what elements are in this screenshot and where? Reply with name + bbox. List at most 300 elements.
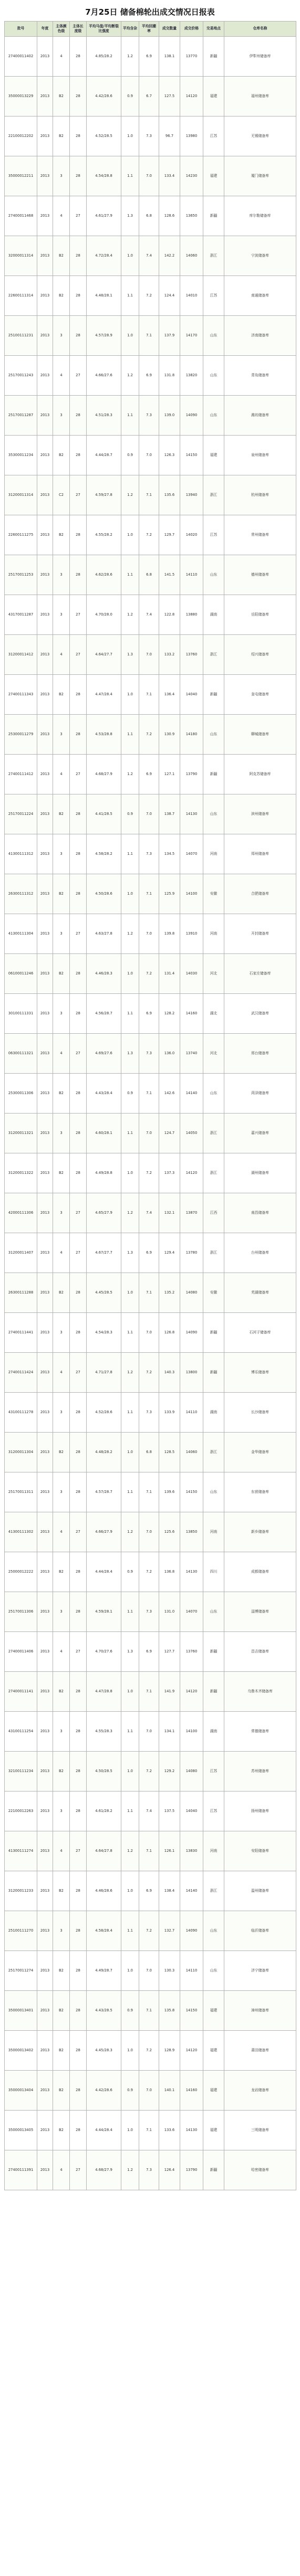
table-cell: B2 (53, 2031, 70, 2071)
table-cell: 35000013405 (5, 2111, 37, 2150)
table-cell: 7.0 (139, 1313, 159, 1353)
table-cell: 7.4 (139, 1193, 159, 1233)
table-cell: 28 (70, 715, 87, 755)
table-row (5, 356, 296, 396)
table-cell: 2013 (37, 715, 53, 755)
table-cell: 福建 (203, 156, 224, 196)
table-cell: 新疆 (203, 1672, 224, 1712)
table-cell: 25170011274 (5, 1951, 37, 1991)
table-cell: 7.1 (139, 1472, 159, 1512)
table-cell: 28 (70, 1991, 87, 2031)
table-cell: 25170011253 (5, 555, 37, 595)
table-cell: 28 (70, 1752, 87, 1791)
table-cell: 青岛储备库 (224, 356, 296, 396)
table-cell: 27 (70, 1512, 87, 1552)
table-cell: 28 (70, 515, 87, 555)
table-cell: 2013 (37, 1831, 53, 1871)
table-cell: 0.9 (121, 1074, 139, 1114)
table-cell: 4.44/28.7 (87, 436, 121, 475)
table-cell: 13800 (180, 1353, 203, 1393)
table-cell: 台州储备库 (224, 1233, 296, 1273)
table-cell: 4.45/28.5 (87, 1273, 121, 1313)
table-cell: 28 (70, 1911, 87, 1951)
table-cell: 四川 (203, 1552, 224, 1592)
table-cell: 新疆 (203, 1632, 224, 1672)
table-cell: 28 (70, 994, 87, 1034)
table-row (5, 994, 296, 1034)
table-row (5, 116, 296, 156)
table-cell: 1.2 (121, 1512, 139, 1552)
table-cell: 41300111312 (5, 834, 37, 874)
report-title: 7月25日 储备棉轮出成交情况日报表 (85, 7, 215, 17)
table-cell: 14090 (180, 396, 203, 436)
table-cell: 7.3 (139, 116, 159, 156)
table-cell: 32100111234 (5, 1752, 37, 1791)
table-cell: 2013 (37, 874, 53, 914)
table-row (5, 794, 296, 834)
table-cell: 7.2 (139, 515, 159, 555)
table-cell: 27400011406 (5, 1632, 37, 1672)
table-cell: 4.65/27.9 (87, 1193, 121, 1233)
table-cell: 27400111412 (5, 755, 37, 794)
table-cell: 湖南 (203, 1712, 224, 1752)
table-cell: 4.42/28.6 (87, 77, 121, 116)
table-row (5, 1034, 296, 1074)
table-cell: 7.2 (139, 954, 159, 994)
table-row (5, 954, 296, 994)
table-cell: 4.59/27.8 (87, 475, 121, 515)
table-cell: B2 (53, 794, 70, 834)
table-cell: 4.45/28.3 (87, 2031, 121, 2071)
table-row (5, 1512, 296, 1552)
table-cell: 27 (70, 914, 87, 954)
table-cell: 139.8 (159, 914, 180, 954)
table-cell: 3 (53, 1472, 70, 1512)
table-cell: 4.58/28.2 (87, 834, 121, 874)
table-cell: 125.6 (159, 1512, 180, 1552)
table-cell: 2013 (37, 276, 53, 316)
table-cell: 浙江 (203, 1233, 224, 1273)
table-cell: 14130 (180, 794, 203, 834)
table-row (5, 1313, 296, 1353)
table-cell: 7.2 (139, 276, 159, 316)
table-cell: B2 (53, 675, 70, 715)
table-cell: 139.0 (159, 396, 180, 436)
table-cell: 安阳储备库 (224, 1831, 296, 1871)
table-cell: 河南 (203, 1831, 224, 1871)
table-cell: B2 (53, 1991, 70, 2031)
table-cell: 134.5 (159, 834, 180, 874)
table-cell: 湖南 (203, 595, 224, 635)
table-cell: 7.2 (139, 1752, 159, 1791)
table-cell: 温州储备库 (224, 1871, 296, 1911)
table-cell: 泉州储备库 (224, 436, 296, 475)
table-cell: 7.2 (139, 1911, 159, 1951)
table-cell: 35000013402 (5, 2031, 37, 2071)
table-cell: 山东 (203, 794, 224, 834)
table-cell: 130.9 (159, 715, 180, 755)
table-cell: 2013 (37, 954, 53, 994)
table-cell: 41300111304 (5, 914, 37, 954)
table-cell: 1.0 (121, 316, 139, 356)
table-cell: 2013 (37, 1752, 53, 1791)
table-cell: 2013 (37, 1911, 53, 1951)
table-cell: B2 (53, 2071, 70, 2111)
table-cell: 4.55/28.2 (87, 515, 121, 555)
table-header-row (5, 22, 296, 37)
table-cell: 2013 (37, 1512, 53, 1552)
table-cell: 27 (70, 1353, 87, 1393)
table-row (5, 77, 296, 116)
table-cell: 开封储备库 (224, 914, 296, 954)
table-cell: 28 (70, 1951, 87, 1991)
table-cell: 42000111306 (5, 1193, 37, 1233)
table-cell: 14100 (180, 874, 203, 914)
table-cell: 6.9 (139, 37, 159, 77)
table-cell: 135.2 (159, 1273, 180, 1313)
table-cell: 13740 (180, 1034, 203, 1074)
table-cell: 安徽 (203, 874, 224, 914)
table-cell: 1.1 (121, 1472, 139, 1512)
table-cell: 4.72/28.4 (87, 236, 121, 276)
table-cell: 4 (53, 356, 70, 396)
table-cell: 山东 (203, 1472, 224, 1512)
table-cell: 41300111302 (5, 1512, 37, 1552)
table-cell: 6.7 (139, 77, 159, 116)
table-cell: 4.68/27.9 (87, 2150, 121, 2190)
table-cell: 武汉储备库 (224, 994, 296, 1034)
transaction-table (4, 21, 296, 2190)
table-cell: 新疆 (203, 675, 224, 715)
table-cell: 13980 (180, 116, 203, 156)
table-cell: 1.0 (121, 874, 139, 914)
table-cell: 7.0 (139, 1951, 159, 1991)
table-cell: 3 (53, 316, 70, 356)
table-cell: 14080 (180, 1273, 203, 1313)
table-cell: 2013 (37, 1433, 53, 1472)
table-row (5, 635, 296, 675)
table-cell: 2013 (37, 1353, 53, 1393)
table-cell: 4 (53, 635, 70, 675)
table-cell: 新乡储备库 (224, 1512, 296, 1552)
table-row (5, 436, 296, 475)
table-cell: 128.9 (159, 2031, 180, 2071)
table-row (5, 2031, 296, 2071)
table-cell: 1.1 (121, 1114, 139, 1153)
table-cell: 127.1 (159, 755, 180, 794)
table-cell: 1.3 (121, 635, 139, 675)
table-cell: 0.9 (121, 1991, 139, 2031)
table-cell: 7.3 (139, 2150, 159, 2190)
table-cell: 4.54/28.3 (87, 1313, 121, 1353)
table-cell: 3 (53, 1393, 70, 1433)
table-cell: 福建 (203, 2111, 224, 2150)
table-cell: 4 (53, 1512, 70, 1552)
table-cell: 14160 (180, 994, 203, 1034)
table-cell: 1.3 (121, 1632, 139, 1672)
table-cell: 4.59/28.1 (87, 1592, 121, 1632)
table-cell: 1.3 (121, 1233, 139, 1273)
table-cell: 2013 (37, 994, 53, 1034)
table-cell: 山东 (203, 1911, 224, 1951)
table-cell: 27400011141 (5, 1672, 37, 1712)
table-cell: 龙岩储备库 (224, 2071, 296, 2111)
table-cell: 127.5 (159, 77, 180, 116)
table-cell: 3 (53, 1712, 70, 1752)
table-cell: 2013 (37, 1592, 53, 1632)
table-cell: 福建 (203, 1991, 224, 2031)
table-cell: 东营储备库 (224, 1472, 296, 1512)
table-cell: 22600111314 (5, 276, 37, 316)
table-cell: 130.3 (159, 1951, 180, 1991)
table-cell: 13790 (180, 755, 203, 794)
table-cell: 132.1 (159, 1193, 180, 1233)
table-cell: 124.4 (159, 276, 180, 316)
table-row (5, 1592, 296, 1632)
table-cell: 7.3 (139, 1034, 159, 1074)
table-cell: 28 (70, 37, 87, 77)
table-cell: 1.0 (121, 675, 139, 715)
table-cell: 7.0 (139, 1114, 159, 1153)
table-cell: 3 (53, 595, 70, 635)
table-cell: 7.3 (139, 834, 159, 874)
table-cell: 新疆 (203, 196, 224, 236)
table-row (5, 1074, 296, 1114)
table-cell: 2013 (37, 1672, 53, 1712)
table-cell: 0.9 (121, 436, 139, 475)
table-row (5, 595, 296, 635)
table-row (5, 156, 296, 196)
table-cell: B2 (53, 436, 70, 475)
table-cell: 28 (70, 276, 87, 316)
table-cell: 7.2 (139, 1353, 159, 1393)
table-cell: 4.54/28.8 (87, 156, 121, 196)
table-cell: 14130 (180, 1552, 203, 1592)
table-cell: 14120 (180, 2031, 203, 2071)
table-cell: 28 (70, 1114, 87, 1153)
table-cell: B2 (53, 1871, 70, 1911)
table-cell: 1.2 (121, 2150, 139, 2190)
table-cell: 31200011322 (5, 1153, 37, 1193)
table-row (5, 1153, 296, 1193)
table-cell: 35000013401 (5, 1991, 37, 2031)
table-cell: 4.66/27.9 (87, 1512, 121, 1552)
table-cell: 2013 (37, 156, 53, 196)
table-cell: B2 (53, 116, 70, 156)
table-cell: 27400111424 (5, 1353, 37, 1393)
table-cell: 1.0 (121, 1951, 139, 1991)
table-row (5, 1393, 296, 1433)
table-cell: 4.61/28.2 (87, 1791, 121, 1831)
table-cell: 1.1 (121, 396, 139, 436)
table-cell: 2013 (37, 2071, 53, 2111)
table-cell: 28 (70, 316, 87, 356)
table-cell: 4.68/27.9 (87, 755, 121, 794)
table-cell: 1.0 (121, 1672, 139, 1712)
table-cell: 14070 (180, 834, 203, 874)
table-cell: 1.1 (121, 1393, 139, 1433)
table-cell: 成都储备库 (224, 1552, 296, 1592)
table-cell: 库尔勒储备库 (224, 196, 296, 236)
table-cell: 4 (53, 1632, 70, 1672)
table-row (5, 555, 296, 595)
table-cell: 三明储备库 (224, 2111, 296, 2150)
table-cell: 137.3 (159, 1153, 180, 1193)
table-cell: 常德储备库 (224, 1712, 296, 1752)
table-cell: 2013 (37, 1791, 53, 1831)
table-cell: 1.2 (121, 595, 139, 635)
table-cell: 28 (70, 1074, 87, 1114)
table-cell: 125.9 (159, 874, 180, 914)
table-cell: 厦门储备库 (224, 156, 296, 196)
table-cell: 7.3 (139, 1393, 159, 1433)
table-cell: 1.0 (121, 2031, 139, 2071)
table-cell: 4 (53, 196, 70, 236)
table-cell: 奎屯储备库 (224, 675, 296, 715)
table-cell: 25000012222 (5, 1552, 37, 1592)
table-row (5, 316, 296, 356)
table-cell: 35000012211 (5, 156, 37, 196)
table-cell: 0.9 (121, 2071, 139, 2111)
table-cell: 7.4 (139, 595, 159, 635)
table-cell: 1.2 (121, 356, 139, 396)
table-cell: 06300111321 (5, 1034, 37, 1074)
table-cell: 4.49/28.8 (87, 1153, 121, 1193)
table-cell: 7.1 (139, 1672, 159, 1712)
table-cell: 1.0 (121, 116, 139, 156)
column-header: 批号 (5, 22, 37, 37)
table-cell: 7.2 (139, 715, 159, 755)
table-cell: 13830 (180, 1831, 203, 1871)
table-cell: 35000013229 (5, 77, 37, 116)
table-cell: 14120 (180, 77, 203, 116)
table-cell: 河南 (203, 1512, 224, 1552)
table-cell: 宁波储备库 (224, 236, 296, 276)
table-cell: 28 (70, 116, 87, 156)
table-cell: 137.9 (159, 316, 180, 356)
table-cell: 新疆 (203, 755, 224, 794)
table-cell: 4.48/28.2 (87, 1433, 121, 1472)
table-cell: 139.6 (159, 1472, 180, 1512)
table-cell: 128.2 (159, 994, 180, 1034)
table-cell: 无锡储备库 (224, 116, 296, 156)
table-cell: 潍坊储备库 (224, 396, 296, 436)
table-cell: 28 (70, 1672, 87, 1712)
table-cell: 3 (53, 156, 70, 196)
table-row (5, 914, 296, 954)
table-cell: 28 (70, 954, 87, 994)
table-cell: 7.0 (139, 794, 159, 834)
table-cell: 郑州储备库 (224, 834, 296, 874)
table-cell: 1.0 (121, 236, 139, 276)
table-cell: 27 (70, 196, 87, 236)
table-cell: 6.9 (139, 1632, 159, 1672)
table-cell: 14150 (180, 1472, 203, 1512)
table-row (5, 874, 296, 914)
table-cell: 30100111331 (5, 994, 37, 1034)
table-row (5, 1791, 296, 1831)
table-cell: 25170011311 (5, 1472, 37, 1512)
table-cell: 2013 (37, 475, 53, 515)
table-cell: 129.4 (159, 1233, 180, 1273)
table-cell: 南昌储备库 (224, 1193, 296, 1233)
table-cell: 山东 (203, 1951, 224, 1991)
table-cell: 河南 (203, 914, 224, 954)
table-cell: 金华储备库 (224, 1433, 296, 1472)
table-cell: 2013 (37, 755, 53, 794)
table-cell: B2 (53, 1153, 70, 1193)
table-cell: 江苏 (203, 116, 224, 156)
table-cell: 27400111343 (5, 675, 37, 715)
table-cell: 1.3 (121, 196, 139, 236)
table-cell: 0.9 (121, 1552, 139, 1592)
table-cell: 27 (70, 2150, 87, 2190)
table-cell: 7.1 (139, 1831, 159, 1871)
table-cell: 27 (70, 1831, 87, 1871)
table-row (5, 1632, 296, 1672)
table-cell: 14020 (180, 515, 203, 555)
table-cell: 7.0 (139, 1712, 159, 1752)
table-cell: 7.0 (139, 1512, 159, 1552)
table-cell: 140.3 (159, 1353, 180, 1393)
table-cell: 合肥储备库 (224, 874, 296, 914)
table-cell: 4.70/28.0 (87, 595, 121, 635)
table-cell: 27 (70, 1193, 87, 1233)
table-cell: 136.0 (159, 1034, 180, 1074)
table-cell: 28 (70, 555, 87, 595)
table-cell: 4.70/27.6 (87, 1632, 121, 1672)
table-cell: 4.46/28.3 (87, 954, 121, 994)
table-cell: 22100012263 (5, 1791, 37, 1831)
table-cell: 27400111441 (5, 1313, 37, 1353)
column-header: 平均回潮率 (139, 22, 159, 37)
table-cell: 浙江 (203, 1871, 224, 1911)
table-cell: 莆田储备库 (224, 2031, 296, 2071)
table-row (5, 2071, 296, 2111)
table-cell: 江苏 (203, 1752, 224, 1791)
table-cell: 2013 (37, 1871, 53, 1911)
table-cell: 4.57/28.7 (87, 1472, 121, 1512)
table-cell: 淄博储备库 (224, 1592, 296, 1632)
table-cell: 27 (70, 755, 87, 794)
table-cell: 96.7 (159, 116, 180, 156)
table-cell: 138.7 (159, 794, 180, 834)
table-cell: 4.42/28.6 (87, 2071, 121, 2111)
table-cell: 31200011321 (5, 1114, 37, 1153)
table-cell: 28 (70, 1552, 87, 1592)
table-cell: 35300011234 (5, 436, 37, 475)
table-cell: 140.1 (159, 2071, 180, 2111)
table-cell: 13880 (180, 595, 203, 635)
table-cell: 1.0 (121, 1273, 139, 1313)
table-cell: 14120 (180, 1153, 203, 1193)
table-cell: 27400011402 (5, 37, 37, 77)
table-cell: 4.55/28.3 (87, 1712, 121, 1752)
table-cell: 141.9 (159, 1672, 180, 1712)
table-cell: 2013 (37, 1114, 53, 1153)
table-cell: 新疆 (203, 2150, 224, 2190)
table-cell: 28 (70, 794, 87, 834)
table-cell: 2013 (37, 1472, 53, 1512)
table-cell: 31200011407 (5, 1233, 37, 1273)
table-cell: 浙江 (203, 236, 224, 276)
table-cell: 6.9 (139, 994, 159, 1034)
table-cell: 河北 (203, 1034, 224, 1074)
table-cell: 27400111391 (5, 2150, 37, 2190)
table-cell: 江苏 (203, 515, 224, 555)
column-header: 年度 (37, 22, 53, 37)
table-cell: 1.2 (121, 475, 139, 515)
